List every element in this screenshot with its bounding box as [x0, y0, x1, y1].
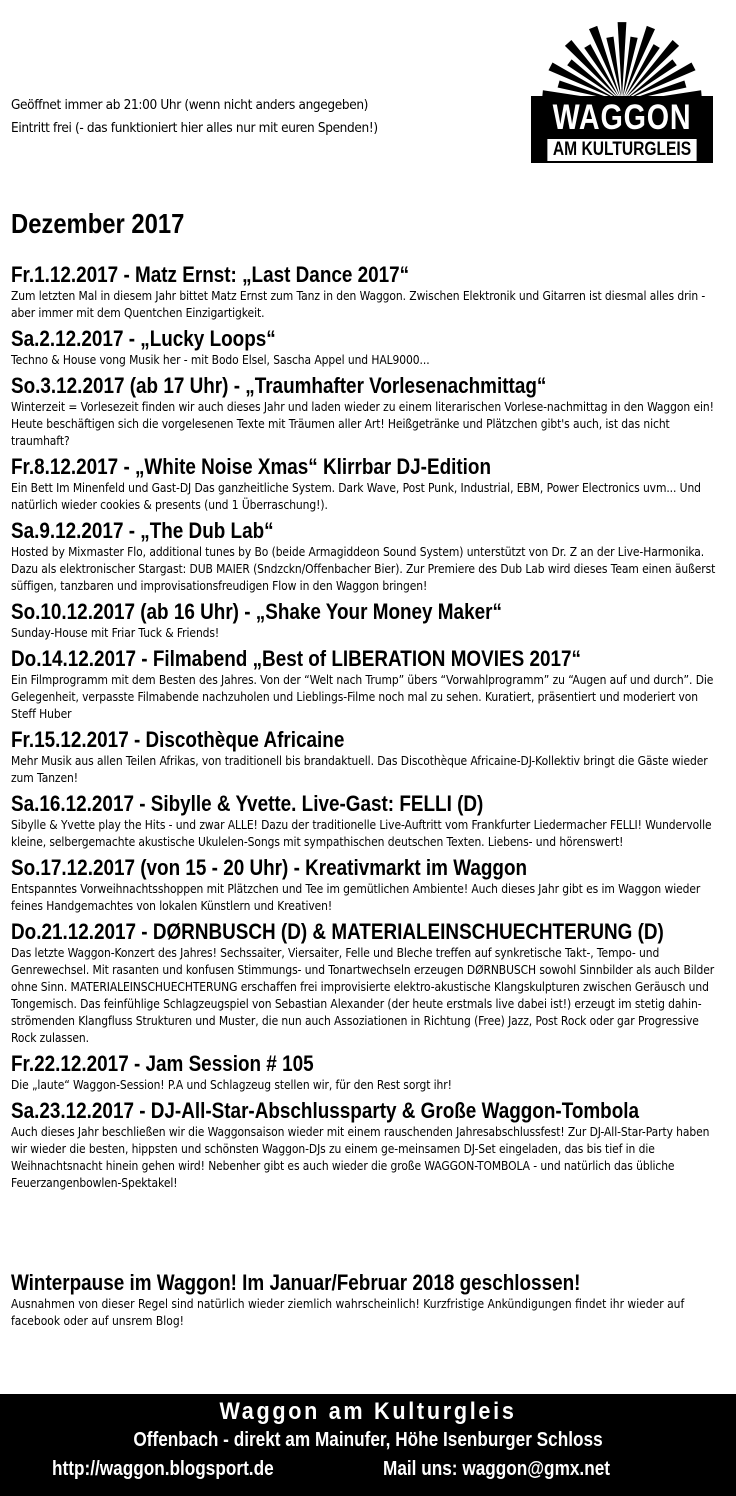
footer-mail-link[interactable]: Mail uns: waggon@gmx.net	[383, 1458, 611, 1480]
event-title: Fr.1.12.2017 - Matz Ernst: „Last Dance 2017“	[11, 262, 410, 287]
footer-title: Waggon am Kulturgleis	[219, 1398, 517, 1425]
winter-break-text: Ausnahmen von dieser Regel sind natürlich wieder ziemlich wahrscheinlich! Kurzfristige Ankündigungen findet ihr wieder auf facebook oder auf unsrem Blog!	[11, 1296, 685, 1328]
intro-text	[11, 94, 378, 140]
event-item	[11, 262, 727, 321]
waggon-logo	[531, 22, 713, 172]
opening-hours: Geöffnet immer ab 21:00 Uhr (wenn nicht anders angegeben)	[11, 97, 369, 113]
event-title: Fr.15.12.2017 - Discothèque Africaine	[11, 727, 345, 752]
event-title: Sa.9.12.2017 - „The Dub Lab“	[11, 518, 274, 543]
sunburst-logo-icon	[531, 22, 713, 102]
event-item	[11, 599, 727, 641]
footer	[0, 1394, 736, 1496]
event-title: So.3.12.2017 (ab 17 Uhr) - „Traumhafter Vorlesenachmittag“	[11, 373, 547, 398]
event-item	[11, 1098, 727, 1191]
event-title: Do.21.12.2017 - DØRNBUSCH (D) & MATERIALEINSCHUECHTERUNG (D)	[11, 919, 664, 944]
event-text: Mehr Musik aus allen Teilen Afrikas, von traditionell bis brandaktuell. Das Discothèque Africaine-DJ-Kollektiv bringt die Gäste wieder zum Tanzen!	[11, 753, 708, 785]
event-text: Das letzte Waggon-Konzert des Jahres! Sechssaiter, Viersaiter, Felle und Bleche treffen auf synkretische Takt-, Tempo- und Genrewechsel. Mit rasanten und konfusen Stimmungs- und Tonartwechseln erzeugen DØRNBUSCH sowohl Sinnbilder als auch Bilder ohne Sinn. MATERIALEINSCHUECHTERUNG erschaffen frei improvisierte elektro-akustische Klangskulpturen zwischen Geräusch und Tongemisch. Das feinfühlige Schlagzeugspiel von Sebastian Alexander (der heute erstmals live dabei ist!) erzeugt im stetig dahin-strömenden Klangfluss Strukturen und Muster, die nun auch Assoziationen in Richtung (Free) Jazz, Post Rock oder gar Progressive Rock zulassen.	[11, 945, 715, 1045]
event-item	[11, 373, 727, 449]
event-item	[11, 855, 727, 914]
event-title: So.10.12.2017 (ab 16 Uhr) - „Shake Your Money Maker“	[11, 599, 502, 624]
month-title: Dezember 2017	[11, 208, 185, 239]
entry-info: Eintritt frei (- das funktioniert hier alles nur mit euren Spenden!)	[11, 120, 378, 136]
event-text: Sunday-House mit Friar Tuck & Friends!	[11, 625, 220, 640]
event-list	[11, 262, 727, 1196]
event-title: Sa.2.12.2017 - „Lucky Loops“	[11, 326, 276, 351]
event-item	[11, 791, 727, 850]
event-text: Zum letzten Mal in diesem Jahr bittet Matz Ernst zum Tanz in den Waggon. Zwischen Elektronik und Gitarren ist diesmal alles drin - aber immer mit dem Quentchen Einzigartigkeit.	[11, 288, 706, 320]
event-text: Die „laute“ Waggon-Session! P.A und Schlagzeug stellen wir, für den Rest sorgt ihr!	[11, 1077, 452, 1092]
winter-break-notice	[11, 1270, 727, 1329]
event-title: Do.14.12.2017 - Filmabend „Best of LIBERATION MOVIES 2017“	[11, 646, 581, 671]
event-text: Auch dieses Jahr beschließen wir die Waggonsaison wieder mit einem rauschenden Jahresabschlussfest! Zur DJ-All-Star-Party haben wir wieder die besten, hippsten und schönsten Waggon-DJs zu einem ge-meinsamen DJ-Set eingeladen, das bis tief in die Weihnachtsnacht hinein gehen wird! Nebenher gibt es auch wieder die große WAGGON-TOMBOLA - und natürlich das übliche Feuerzangenbowlen-Spektakel!	[11, 1124, 710, 1190]
event-title: So.17.12.2017 (von 15 - 20 Uhr) - Kreativmarkt im Waggon	[11, 855, 528, 880]
event-title: Sa.23.12.2017 - DJ-All-Star-Abschlussparty & Große Waggon-Tombola	[11, 1098, 640, 1123]
event-item	[11, 646, 727, 722]
event-item	[11, 326, 727, 368]
logo-name: WAGGON	[552, 98, 692, 137]
event-text: Hosted by Mixmaster Flo, additional tunes by Bo (beide Armagiddeon Sound System) unterstützt von Dr. Z an der Live-Harmonika. Dazu als elektronischer Stargast: DUB MAIER (Sndzckn/Offenbacher Bier). Zur Premiere des Dub Lab wird dieses Team einen äußerst süffigen, tanzbaren und improvisationsfreudigen Flow in den Waggon bringen!	[11, 544, 716, 593]
event-item	[11, 727, 727, 786]
event-item	[11, 454, 727, 513]
winter-break-title: Winterpause im Waggon! Im Januar/Februar 2018 geschlossen!	[11, 1270, 581, 1295]
footer-address: Offenbach - direkt am Mainufer, Höhe Isenburger Schloss	[133, 1429, 603, 1451]
event-text: Sibylle & Yvette play the Hits - und zwar ALLE! Dazu der traditionelle Live-Auftritt vom Frankfurter Liedermacher FELLI! Wundervolle kleine, selbergemachte akustische Ukulelen-Songs mit sympathischen deutschen Texten. Liebens- und hörenswert!	[11, 817, 712, 849]
event-text: Ein Filmprogramm mit dem Besten des Jahres. Von der “Welt nach Trump” übers “Vorwahlprogramm” zu “Augen auf und durch”. Die Gelegenheit, verpasste Filmabende nachzuholen und Lieblings-Filme noch mal zu sehen. Kuratiert, präsentiert und moderiert von Steff Huber	[11, 672, 714, 721]
event-title: Fr.22.12.2017 - Jam Session # 105	[11, 1051, 314, 1076]
event-item	[11, 919, 727, 1046]
event-title: Fr.8.12.2017 - „White Noise Xmas“ Klirrbar DJ-Edition	[11, 454, 491, 479]
footer-url-link[interactable]: http://waggon.blogsport.de	[52, 1458, 274, 1480]
event-title: Sa.16.12.2017 - Sibylle & Yvette. Live-Gast: FELLI (D)	[11, 791, 484, 816]
event-text: Ein Bett Im Minenfeld und Gast-DJ Das ganzheitliche System. Dark Wave, Post Punk, Industrial, EBM, Power Electronics uvm... Und natürlich wieder cookies & presents (und 1 Überraschung!).	[11, 480, 701, 512]
event-item	[11, 1051, 727, 1093]
logo-subtitle: AM KULTURGLEIS	[547, 139, 696, 161]
event-text: Winterzeit = Vorlesezeit finden wir auch dieses Jahr und laden wieder zu einem literarischen Vorlese-nachmittag in den Waggon ein! Heute beschäftigen sich die vorgelesenen Texte mit Träumen aller Art! Heißgetränke und Plätzchen gibt's auch, ist das nicht traumhaft?	[11, 399, 714, 448]
event-text: Entspanntes Vorweihnachtsshoppen mit Plätzchen und Tee im gemütlichen Ambiente! Auch dieses Jahr gibt es im Waggon wieder feines Handgemachtes von lokalen Künstlern und Kreativen!	[11, 881, 701, 913]
event-item	[11, 518, 727, 594]
event-text: Techno & House vong Musik her - mit Bodo Elsel, Sascha Appel und HAL9000...	[11, 352, 430, 367]
